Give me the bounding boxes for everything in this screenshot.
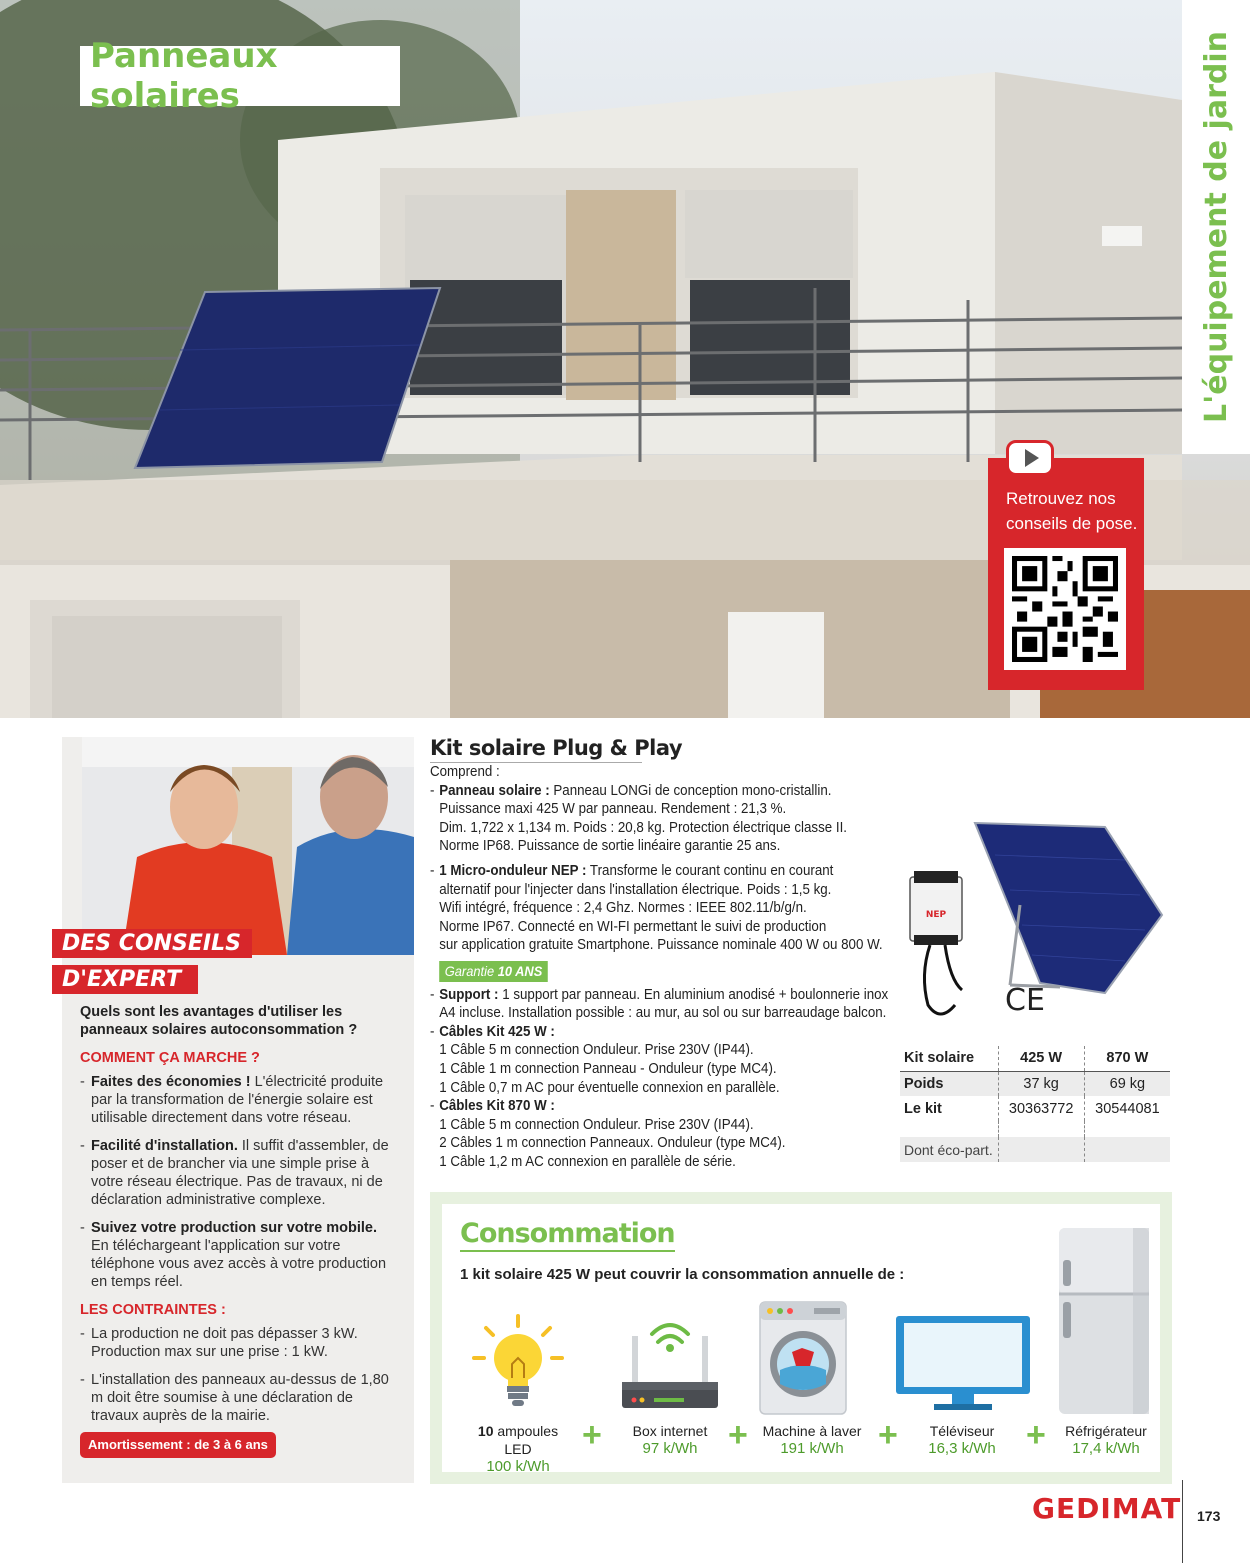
section-tab [1182,0,1250,454]
washer-value: 191 k/Wh [780,1440,844,1457]
kit-item-support [430,986,890,1023]
plus-icon: + [582,1416,602,1454]
ribbon-title-line2: D'EXPERT [52,965,198,994]
brand-logo: GEDIMAT [1032,1492,1182,1525]
qr-code-graphic [1012,556,1118,662]
micro-line: alternatif pour l'injecter dans l'installation électrique. Poids : 1,5 kg. [439,881,832,898]
box-label: Box internet [632,1423,708,1439]
constraint-item: - La production ne doit pas dépasser 3 kW. Production max sur une prise : 1 kW. [80,1325,398,1361]
how-it-works-title: COMMENT ÇA MARCHE ? [80,1050,260,1066]
qr-code-icon[interactable] [1004,548,1126,670]
cable-line: 1 Câble 5 m connection Onduleur. Prise 230V (IP44). [439,1116,754,1133]
table-spacer [900,1121,1170,1137]
cable-line: 1 Câble 5 m connection Onduleur. Prise 230V (IP44). [439,1042,754,1059]
fridge-label: Réfrigérateur [1065,1423,1147,1439]
poids-425: 37 kg [998,1071,1084,1096]
warranty-badge [439,961,548,982]
support-line: A4 incluse. Installation possible : au mur, au sol ou sur barreaudage balcon. [439,1005,887,1022]
page-number-box [1182,1480,1250,1563]
appliance-tv [912,1422,1012,1458]
cable-line: 2 Câbles 1 m connection Panneaux. Onduleur (type MC4). [439,1135,786,1152]
plus-icon: + [1026,1416,1046,1454]
refrigerator-icon [1057,1226,1151,1416]
cable-line: 1 Câble 1 m connection Panneau - Onduleur (type MC4). [439,1060,777,1077]
poids-label: Poids [900,1071,998,1096]
amortization-badge: Amortissement : de 3 à 6 ans [80,1432,276,1458]
washer-label: Machine à laver [762,1423,862,1439]
cables-870-bold: Câbles Kit 870 W : [439,1098,555,1115]
kit-comprend: Comprend : [430,764,500,780]
expert-content [80,1003,398,1435]
support-line: 1 support par panneau. En aluminium anodisé + boulonnerie inox [498,986,889,1003]
panneau-line: Norme IP68. Puissance de sortie linéaire garantie 25 ans. [439,838,781,855]
how-item-text: Il suffit d'assembler, de poser et de brancher via une simple prise à votre réseau électrique. Pas de travaux, ni de déclaration administrative complexe. [91,1138,389,1208]
support-bold: Support : [439,986,499,1003]
micro-line: Transforme le courant continu en courant [586,862,834,879]
how-item-bold: Faites des économies ! [91,1074,251,1090]
fridge-value: 17,4 k/Wh [1072,1440,1140,1457]
micro-line: Norme IP67. Connecté en WI-FI permettant le suivi de production [439,918,827,935]
kit-item-cables-870 [430,1097,890,1116]
tv-value: 16,3 k/Wh [928,1440,996,1457]
constraints-title: LES CONTRAINTES : [80,1302,226,1318]
how-item-bold: Facilité d'installation. [91,1138,238,1154]
panneau-bold: Panneau solaire : [439,782,550,799]
appliance-box [622,1422,718,1458]
section-tab-text: L'équipement de jardin [1198,30,1234,424]
bulb-label-text: ampoules LED [493,1423,559,1457]
table-header-label: Kit solaire [900,1046,998,1071]
kit-item-panneau [430,782,890,856]
warranty-value: 10 ANS [497,962,543,979]
eco-part-425 [998,1137,1084,1162]
washing-machine-icon [758,1300,848,1416]
constraint-item: - L'installation des panneaux au-dessus de 1,80 m doit être soumise à une déclaration de travaux auprès de la mairie. [80,1371,398,1425]
expert-photo [82,737,414,955]
appliance-fridge [1056,1422,1156,1458]
ce-mark-icon: CE [1005,983,1045,1018]
qr-text [1006,486,1137,536]
kit-ref-label: Le kit [904,1100,942,1117]
micro-line: sur application gratuite Smartphone. Puissance nominale 400 W ou 800 W. [439,937,883,954]
table-header-row [900,1046,1170,1071]
page-number: 173 [1197,1508,1221,1524]
product-illustration [900,815,1170,1030]
hero-photo [0,0,1250,718]
table-header-870: 870 W [1084,1046,1170,1071]
how-item-text: En téléchargeant l'application sur votre téléphone vous avez accès à votre production en temps réel. [91,1238,387,1290]
page-title-text: Panneaux solaires [90,36,278,116]
table-row [900,1096,1170,1121]
consumption-title: Consommation [460,1218,675,1252]
expert-panel [62,737,414,1483]
appliance-washer [752,1422,872,1458]
consumption-subtitle: 1 kit solaire 425 W peut couvrir la consommation annuelle de : [460,1266,905,1283]
page-title [80,36,400,116]
tv-label: Téléviseur [929,1423,995,1439]
router-icon [620,1312,720,1416]
bulb-value: 100 k/Wh [486,1458,550,1475]
kit-ref-425: 30363772 [998,1096,1084,1121]
cables-425-bold: Câbles Kit 425 W : [439,1023,555,1040]
table-header-425: 425 W [998,1046,1084,1071]
panneau-line: Panneau LONGi de conception mono-cristallin. [549,782,832,799]
nep-label: NEP [925,910,947,920]
how-item-text: L'électricité produite par la transformation de l'énergie solaire est utilisable directement dans votre réseau. [91,1074,384,1126]
qr-text-line1: Retrouvez nos [1006,489,1116,508]
expert-question: Quels sont les avantages d'utiliser les panneaux solaires autoconsommation ? [80,1004,358,1038]
eco-part-870 [1084,1137,1170,1162]
consumption-inner [442,1204,1160,1475]
play-icon [1006,440,1054,476]
how-item [80,1073,398,1127]
kit-title: Kit solaire Plug & Play [430,736,642,763]
expert-illustration [82,737,414,955]
cable-line: 1 Câble 1,2 m AC connexion en parallèle de série. [439,1153,736,1170]
panneau-line: Puissance maxi 425 W par panneau. Rendement : 21,3 %. [439,801,787,818]
kit-item-micro [430,862,890,955]
kit-table [900,1046,1170,1162]
kit-text [430,763,890,1171]
kit-item-cables-425 [430,1023,890,1042]
plus-icon: + [878,1416,898,1454]
panneau-line: Dim. 1,722 x 1,134 m. Poids : 20,8 kg. Protection électrique classe II. [439,819,848,836]
how-item-bold: Suivez votre production sur votre mobile. [91,1220,378,1236]
qr-card[interactable] [988,458,1144,690]
how-item [80,1219,398,1291]
table-row [900,1071,1170,1096]
light-bulb-icon [472,1314,564,1414]
box-value: 97 k/Wh [642,1440,698,1457]
table-row [900,1137,1170,1162]
qr-text-line2: conseils de pose. [1006,514,1138,533]
consumption-panel [430,1192,1172,1484]
bulb-label [468,1422,568,1458]
bulb-count: 10 [477,1423,494,1439]
television-icon [894,1314,1032,1414]
micro-bold: 1 Micro-onduleur NEP : [439,862,587,879]
ribbon-title-line1: DES CONSEILS [52,929,252,958]
kit-description [430,736,900,1171]
kit-ref-870: 30544081 [1084,1096,1170,1121]
eco-part-label: Dont éco-part. [900,1137,998,1162]
appliance-bulb [468,1422,568,1476]
poids-870: 69 kg [1084,1071,1170,1096]
cable-line: 1 Câble 0,7 m AC pour éventuelle connexion en parallèle. [439,1079,780,1096]
micro-line: Wifi intégré, fréquence : 2,4 Ghz. Normes : IEEE 802.11/b/g/n. [439,900,807,917]
warranty-prefix: Garantie [444,962,498,979]
how-item [80,1137,398,1209]
plus-icon: + [728,1416,748,1454]
product-image [900,815,1170,1030]
